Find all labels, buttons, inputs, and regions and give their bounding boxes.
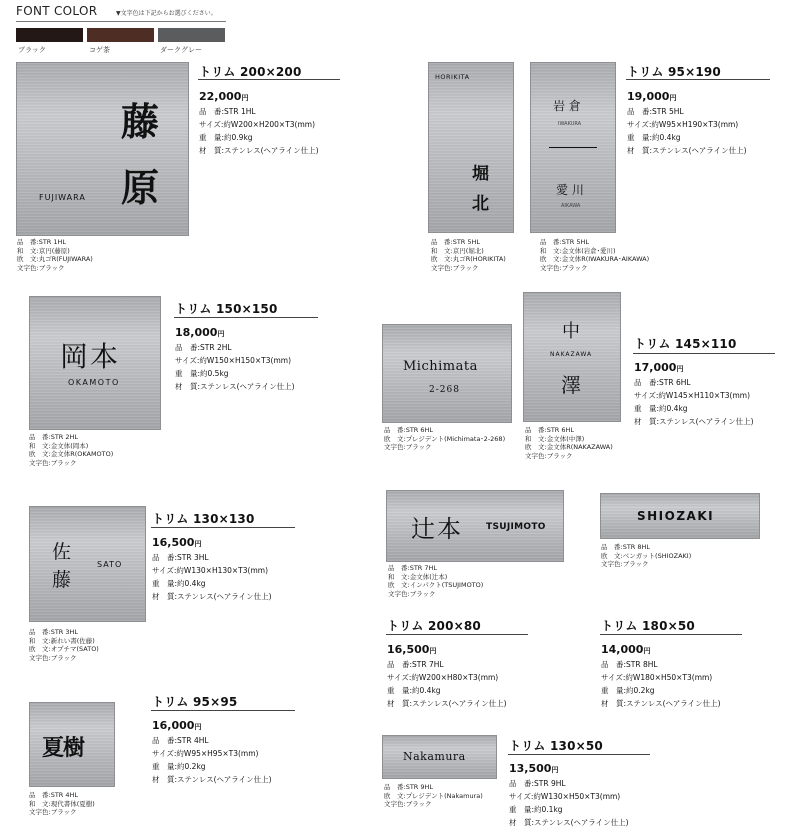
product-specs: 品 番:STR 3HL サイズ:約W130×H130×T3(mm) 重 量:約0.4kg 材 質:ステンレス(ヘアライン仕上) [152,553,272,601]
plate-kanji: 岡本 [60,340,121,373]
plate-roman: SATO [97,560,123,569]
product-price: 13,500円 [509,762,559,775]
plate-kanji: 夏樹 [42,735,85,761]
caption-shiozaki: 品 番:STR 8HL 欧 文:ベンガット(SHIOZAKI) 文字色:ブラック [601,543,692,569]
product-title: トリム 130×50 [509,739,603,753]
plate-kanji: 中 [562,321,580,342]
title-underline [633,353,775,354]
plate-roman: OKAMOTO [68,378,120,387]
product-title: トリム 200×80 [387,619,481,633]
product-specs: 品 番:STR 7HL サイズ:約W200×H80×T3(mm) 重 量:約0.4kg 材 質:ステンレス(ヘアライン仕上) [387,660,507,708]
swatch-label-dark-gray: ダークグレー [160,46,202,54]
plate-roman: AIKAWA [561,203,581,209]
product-title: トリム 130×130 [152,512,255,526]
product-price: 18,000円 [175,326,225,339]
title-underline [198,79,340,80]
nameplate-horikita [428,62,514,233]
product-price: 14,000円 [601,643,651,656]
caption-fujiwara: 品 番:STR 1HL 和 文:京円(藤原) 欧 文:丸ゴR(FUJIWARA) 文字色:ブラック [17,238,93,272]
plate-kanji: 澤 [561,373,581,397]
product-specs: 品 番:STR 8HL サイズ:約W180×H50×T3(mm) 重 量:約0.2kg 材 質:ステンレス(ヘアライン仕上) [601,660,721,708]
font-color-heading: FONT COLOR [16,4,98,18]
plate-roman: Michimata [403,359,478,374]
product-specs: 品 番:STR 1HL サイズ:約W200×H200×T3(mm) 重 量:約0.9kg 材 質:ステンレス(ヘアライン仕上) [199,107,319,155]
caption-nakazawa: 品 番:STR 6HL 和 文:金文体(中澤) 欧 文:金文体R(NAKAZAWA) 文字色:ブラック [525,426,613,460]
plate-roman: NAKAZAWA [550,351,593,358]
swatch-black[interactable] [16,28,83,42]
product-title: トリム 145×110 [634,337,737,351]
title-underline [508,754,650,755]
caption-natsuki: 品 番:STR 4HL 和 文:現代書体(夏樹) 文字色:ブラック [29,791,95,817]
title-underline [151,710,295,711]
title-underline [386,634,528,635]
caption-tsujimoto: 品 番:STR 7HL 和 文:金文体(辻本) 欧 文:インパクト(TSUJIMOTO) 文字色:ブラック [388,564,484,598]
plate-kanji: 愛 川 [556,183,584,197]
nameplate-shiozaki [600,493,760,539]
product-title: トリム 150×150 [175,302,278,316]
plate-kanji: 藤 [52,569,72,591]
caption-iwakura-aikawa: 品 番:STR 5HL 和 文:金文体(岩倉･愛川) 欧 文:金文体R(IWAKURA･AIKAWA) 文字色:ブラック [540,238,650,272]
product-specs: 品 番:STR 5HL サイズ:約W95×H190×T3(mm) 重 量:約0.4kg 材 質:ステンレス(ヘアライン仕上) [627,107,747,155]
product-specs: 品 番:STR 6HL サイズ:約W145×H110×T3(mm) 重 量:約0.4kg 材 質:ステンレス(ヘアライン仕上) [634,378,754,426]
plate-roman: HORIKITA [435,73,470,81]
plate-roman: FUJIWARA [39,193,86,202]
plate-kanji: 堀 [472,164,489,184]
swatch-dark-brown[interactable] [87,28,154,42]
header-divider [16,21,226,22]
caption-sato: 品 番:STR 3HL 和 文:新れい書(佐藤) 欧 文:オプチマ(SATO) 文字色:ブラック [29,628,99,662]
plate-roman: Nakamura [403,750,466,763]
swatch-label-dark-brown: コゲ茶 [89,46,110,54]
product-specs: 品 番:STR 9HL サイズ:約W130×H50×T3(mm) 重 量:約0.1kg 材 質:ステンレス(ヘアライン仕上) [509,779,629,827]
font-color-note: ▼文字色は下記からお選びください。 [116,10,217,17]
plate-kanji: 岩 倉 [553,99,581,113]
product-title: トリム 200×200 [199,65,302,79]
product-title: トリム 95×95 [152,695,238,709]
product-price: 16,000円 [152,719,202,732]
nameplate-michimata [382,324,512,423]
product-price: 16,500円 [387,643,437,656]
plate-number: 2-268 [429,385,460,395]
product-title: トリム 180×50 [601,619,695,633]
nameplate-okamoto [29,296,161,430]
nameplate-fujiwara [16,62,189,236]
nameplate-sato [29,506,146,622]
plate-roman: SHIOZAKI [637,509,715,523]
nameplate-nakazawa [523,292,621,422]
plate-divider [549,147,597,148]
caption-horikita: 品 番:STR 5HL 和 文:京円(堀北) 欧 文:丸ゴR(HORIKITA) 文字色:ブラック [431,238,506,272]
nameplate-tsujimoto [386,490,564,562]
swatch-label-black: ブラック [18,46,46,54]
nameplate-iwakura-aikawa [530,62,616,233]
product-price: 16,500円 [152,536,202,549]
product-price: 19,000円 [627,90,677,103]
caption-okamoto: 品 番:STR 2HL 和 文:金文体(岡本) 欧 文:金文体R(OKAMOTO) 文字色:ブラック [29,433,114,467]
title-underline [626,79,770,80]
plate-kanji: 辻本 [411,515,463,543]
product-price: 22,000円 [199,90,249,103]
plate-kanji: 藤 [121,99,160,144]
nameplate-nakamura [382,735,497,779]
title-underline [174,317,318,318]
plate-roman: TSUJIMOTO [486,522,546,532]
product-specs: 品 番:STR 2HL サイズ:約W150×H150×T3(mm) 重 量:約0.5kg 材 質:ステンレス(ヘアライン仕上) [175,343,295,391]
plate-kanji: 佐 [52,541,72,563]
swatch-dark-gray[interactable] [158,28,225,42]
caption-michimata: 品 番:STR 6HL 欧 文:プレジデント(Michimata･2-268) 文字色:ブラック [384,426,506,452]
caption-nakamura: 品 番:STR 9HL 欧 文:プレジデント(Nakamura) 文字色:ブラック [384,783,483,809]
title-underline [151,527,295,528]
plate-kanji: 原 [121,165,160,210]
product-title: トリム 95×190 [627,65,721,79]
title-underline [600,634,742,635]
nameplate-natsuki [29,702,115,787]
plate-roman: IWAKURA [558,121,582,127]
product-price: 17,000円 [634,361,684,374]
plate-kanji: 北 [472,194,489,214]
product-specs: 品 番:STR 4HL サイズ:約W95×H95×T3(mm) 重 量:約0.2kg 材 質:ステンレス(ヘアライン仕上) [152,736,272,784]
